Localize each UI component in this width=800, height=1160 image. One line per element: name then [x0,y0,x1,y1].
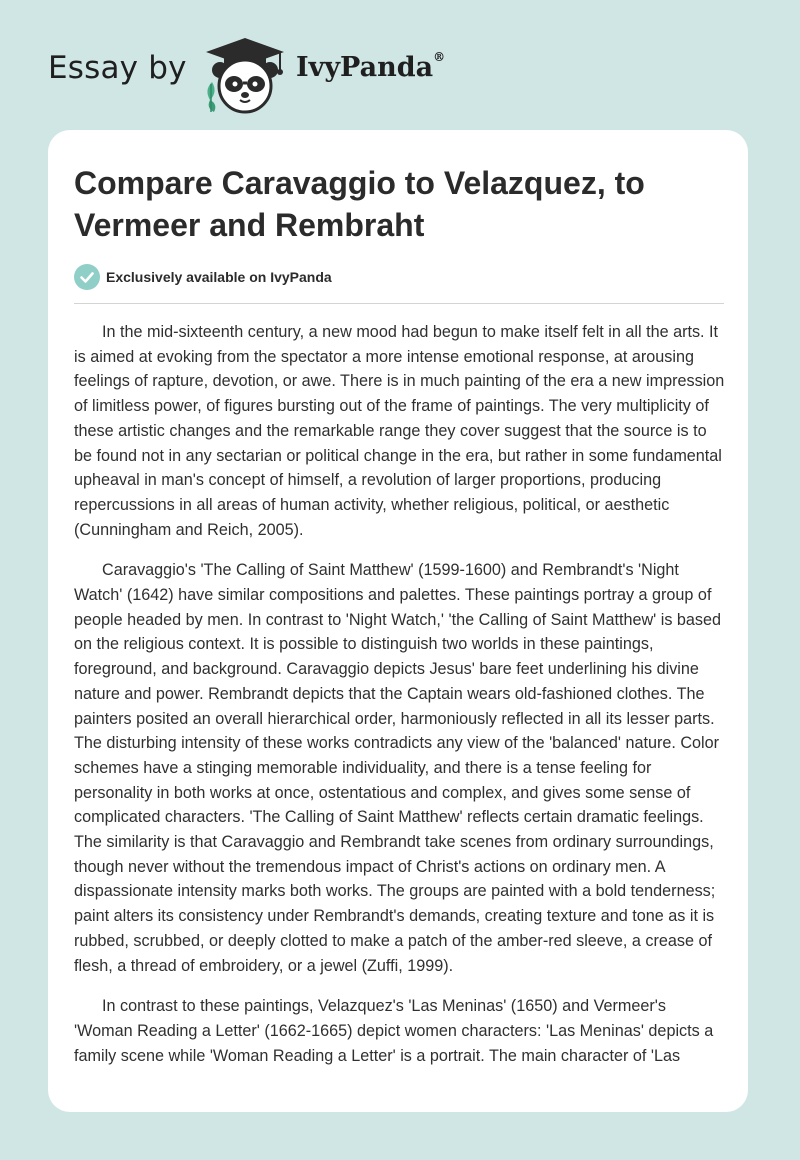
essay-card [48,130,748,1112]
paragraph: In the mid-sixteenth century, a new mood had begun to make itself felt in all the arts. It is aimed at evoking from the spectator a more intense emotional response, at arousing feelings of rapture, devotion, or awe. There is in much painting of the era a new impression of limitless power, of figures bursting out of the frame of paintings. The very multiplicity of these artistic changes and the remarkable range they cover suggest that the source is to be found not in any sectarian or political change in the era, but rather in some fundamental upheaval in man's concept of himself, a revolution of larger proportions, producing repercussions in all areas of human activity, whether religious, political, or aesthetic (Cunningham and Reich, 2005). [74,323,725,539]
paragraph: Caravaggio's 'The Calling of Saint Matthew' (1599-1600) and Rembrandt's 'Night Watch' (1642) have similar compositions and palettes. These paintings portray a group of people headed by men. In contrast to 'Night Watch,' 'the Calling of Saint Matthew' is based on the religious context. It is possible to distinguish two worlds in these paintings, foreground, and background. Caravaggio depicts Jesus' bare feet underlining his divine nature and power. Rembrandt depicts that the Captain wears old-fashioned clothes. The painters posited an overall hierarchical order, harmoniously reflected in all its lesser parts. The disturbing intensity of these works contradicts any view of the 'balanced' nature. Color schemes have a stinging memorable individuality, and there is a tense feeling for personality in both works at once, ostentatious and complex, and gives some sense of complicated characters. 'The Calling of Saint Matthew' reflects certain dramatic feelings. The similarity is that Caravaggio and Rembrandt take scenes from ordinary surroundings, though never without the tremendous impact of Christ's actions on ordinary men. A dispassionate intensity marks both works. The groups are painted with a bold tenderness; paint alters its consistency under Rembrandt's demands, creating texture and tone as it is rubbed, scrubbed, or deeply clotted to make a patch of the amber-red sleeve, a crease of flesh, a thread of embroidery, or a jewel (Zuffi, 1999). [74,561,722,975]
page-title: Compare Caravaggio to Velazquez, to Vermeer and Rembraht [74,165,645,243]
site-header [0,0,800,130]
exclusive-badge-label: Exclusively available on IvyPanda [106,269,332,285]
exclusive-badge [74,264,332,290]
essay-by-label: Essay by [48,50,187,86]
essay-body [74,320,725,1084]
divider [74,303,724,304]
check-circle-icon [74,264,100,290]
panda-logo-icon[interactable] [200,34,290,114]
brand-logo-text[interactable]: IvyPanda® [296,50,446,83]
paragraph: In contrast to these paintings, Velazquez's 'Las Meninas' (1650) and Vermeer's 'Woman Reading a Letter' (1662-1665) depict women characters: 'Las Meninas' depicts a family scene while 'Woman Reading a Letter' is a portrait. The main character of 'Las [74,997,714,1065]
